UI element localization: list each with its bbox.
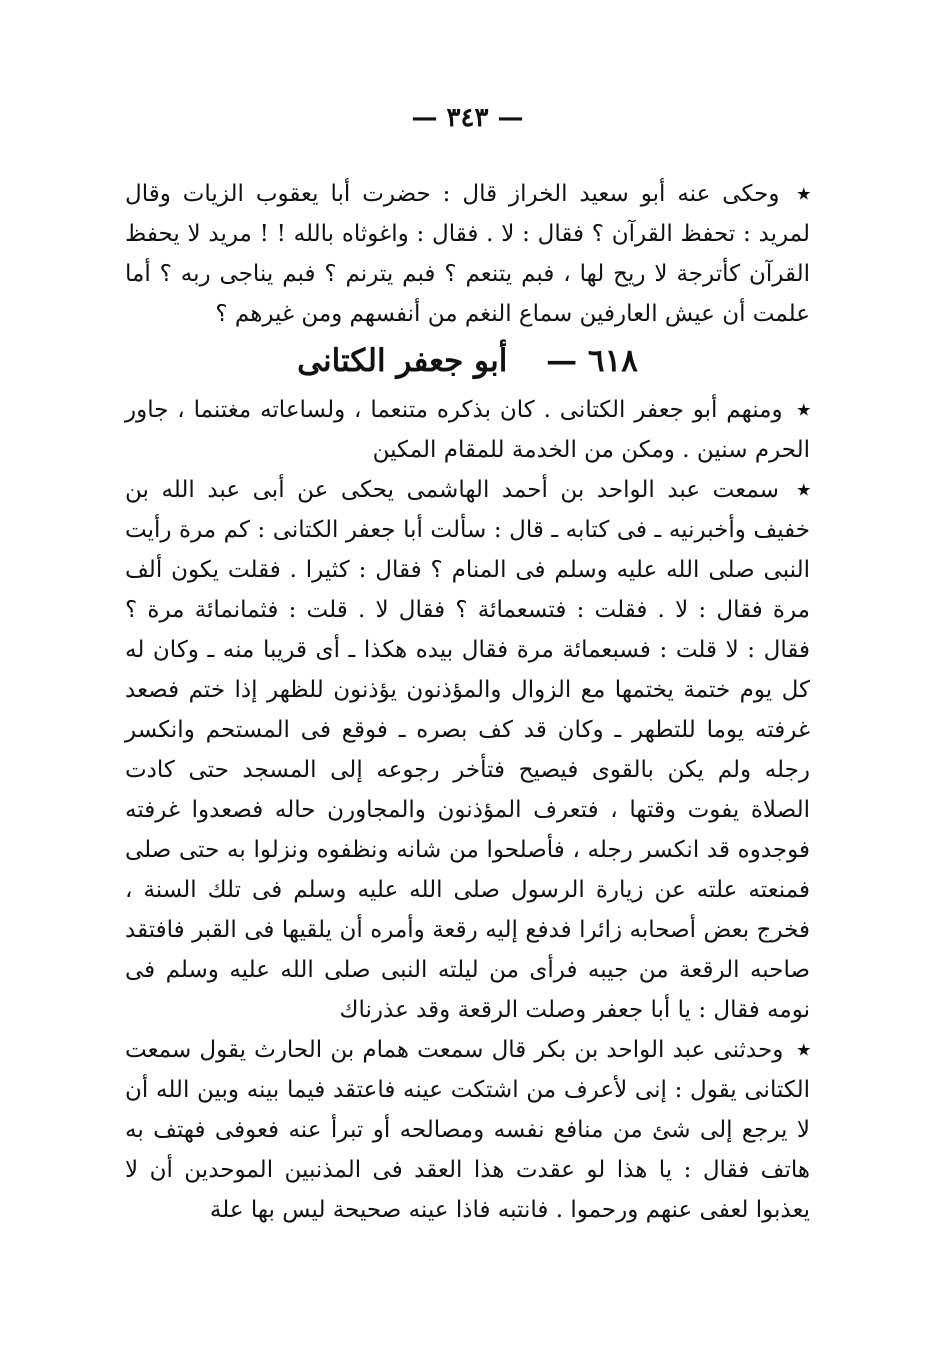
paragraph-4 — [125, 1030, 810, 1230]
page-number: — ٣٤٣ — — [411, 103, 524, 133]
bullet-icon: ٭ — [797, 1036, 811, 1063]
paragraph-text: ومنهم أبو جعفر الكتانى . كان بذكره متنعما ، ولساعاته مغتنما ، جاور الحرم سنين . ومكن من الخدمة للمقام المكين — [125, 397, 810, 463]
bullet-icon: ٭ — [797, 476, 810, 503]
section-heading — [125, 338, 810, 384]
bullet-icon: ٭ — [797, 396, 810, 423]
book-page — [125, 98, 810, 1248]
paragraph-text: وحدثنى عبد الواحد بن بكر قال سمعت همام بن الحارث يقول سمعت الكتانى يقول : إنى لأعرف من اشتكت عينه فاعتقد فيما بينه وبين الله أن لا يرجع إلى شئ من منافع نفسه ومصالحه أو تبرأ عنه فعوفى فهتف به هاتف فقال : يا هذا لو عقدت هذا العقد فى المذنبين الموحدين أن لا يعذبوا لعفى عنهم ورحموا . فانتبه فاذا عينه صحيحة ليس بها علة — [125, 1037, 810, 1223]
bullet-icon: ٭ — [797, 180, 810, 207]
paragraph-text: وحكى عنه أبو سعيد الخراز قال : حضرت أبا يعقوب الزيات وقال لمريد : تحفظ القرآن ؟ فقال : لا . فقال : واغوثاه بالله ! ! مريد لا يحفظ القرآن كأترجة لا ريح لها ، فبم يتنعم ؟ فبم يترنم ؟ فبم يناجى ربه ؟ أما علمت أن عيش العارفين سماع النغم من أنفسهم ومن غيرهم ؟ — [125, 181, 810, 327]
section-number: ٦١٨ — — [546, 343, 638, 379]
section-title: أبو جعفر الكتانى — [297, 343, 508, 379]
paragraph-2 — [125, 390, 810, 470]
paragraph-3 — [125, 470, 810, 1030]
paragraph-text: سمعت عبد الواحد بن أحمد الهاشمى يحكى عن أبى عبد الله بن خفيف وأخبرنيه ـ فى كتابه ـ قال : سألت أبا جعفر الكتانى : كم مرة رأيت النبى صلى الله عليه وسلم فى المنام ؟ فقال : كثيرا . فقلت يكون ألف مرة فقال : لا . فقلت : فتسعمائة ؟ فقال لا . قلت : فثمانمائة مرة ؟ فقال : لا قلت : فسبعمائة مرة فقال بيده هكذا ـ أى قريبا منه ـ وكان له كل يوم ختمة يختمها مع الزوال والمؤذنون يؤذنون للظهر إذا ختم فصعد غرفته يوما للتطهر ـ وكان قد كف بصره ـ فوقع فى المستحم وانكسر رجله ولم يكن بالقوى فيصيح فتأخر رجوعه إلى المسجد حتى كادت الصلاة يفوت وقتها ، فتعرف المؤذنون والمجاورن حاله فصعدوا غرفته فوجدوه قد انكسر رجله ، فأصلحوا من شانه ونظفوه ونزلوا به حتى صلى فمنعته علته عن زيارة الرسول صلى الله عليه وسلم فى تلك السنة ، فخرج بعض أصحابه زائرا فدفع إليه رقعة وأمره أن يلقيها فى القبر فافتقد صاحبه الرقعة من جيبه فرأى من ليلته النبى صلى الله عليه وسلم فى نومه فقال : يا أبا جعفر وصلت الرقعة وقد عذرناك — [125, 477, 810, 1023]
paragraph-1 — [125, 174, 810, 334]
